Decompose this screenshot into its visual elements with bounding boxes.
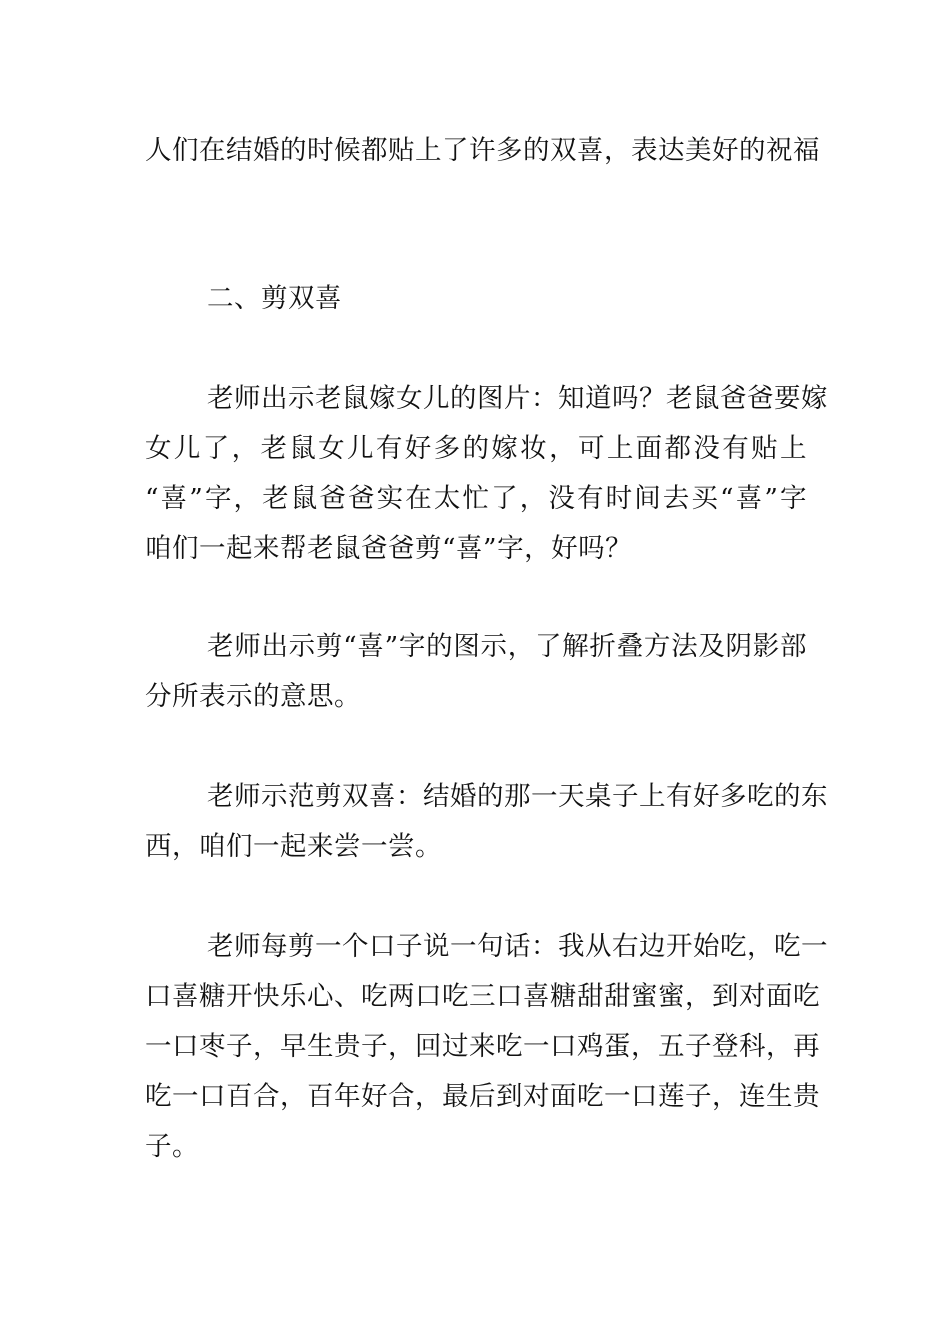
text-line: 老师出示老鼠嫁女儿的图片：知道吗？老鼠爸爸要嫁 <box>207 383 828 414</box>
paragraph-demonstration <box>145 772 828 872</box>
text-line: 老师每剪一个口子说一句话：我从右边开始吃，吃一 <box>207 931 828 962</box>
text-line: 子。 <box>145 1131 199 1162</box>
paragraph-mouse-wedding <box>145 374 828 574</box>
text-line: 分所表示的意思。 <box>145 681 361 712</box>
paragraph-cutting-rhyme <box>145 922 828 1172</box>
paragraph-folding-diagram <box>145 622 807 722</box>
text-line: 老师出示剪“喜”字的图示，了解折叠方法及阴影部 <box>207 631 807 662</box>
text-line: 人们在结婚的时候都贴上了许多的双喜，表达美好的祝福 <box>145 135 820 166</box>
text-line: 老师示范剪双喜：结婚的那一天桌子上有好多吃的东 <box>207 781 828 812</box>
text-line: “喜”字，老鼠爸爸实在太忙了，没有时间去买“喜”字 <box>145 483 807 514</box>
text-line: 女儿了，老鼠女儿有好多的嫁妆，可上面都没有贴上 <box>145 433 807 464</box>
text-line: 一口枣子，早生贵子，回过来吃一口鸡蛋，五子登科，再 <box>145 1031 820 1062</box>
text-line: 吃一口百合，百年好合，最后到对面吃一口莲子，连生贵 <box>145 1081 820 1112</box>
text-line: 西，咱们一起来尝一尝。 <box>145 831 442 862</box>
text-line: 咱们一起来帮老鼠爸爸剪“喜”字，好吗？ <box>145 533 633 564</box>
paragraph-intro <box>145 126 820 176</box>
heading-text: 二、剪双喜 <box>207 283 342 314</box>
text-line: 口喜糖开快乐心、吃两口吃三口喜糖甜甜蜜蜜，到对面吃 <box>145 981 820 1012</box>
section-heading <box>145 274 807 324</box>
